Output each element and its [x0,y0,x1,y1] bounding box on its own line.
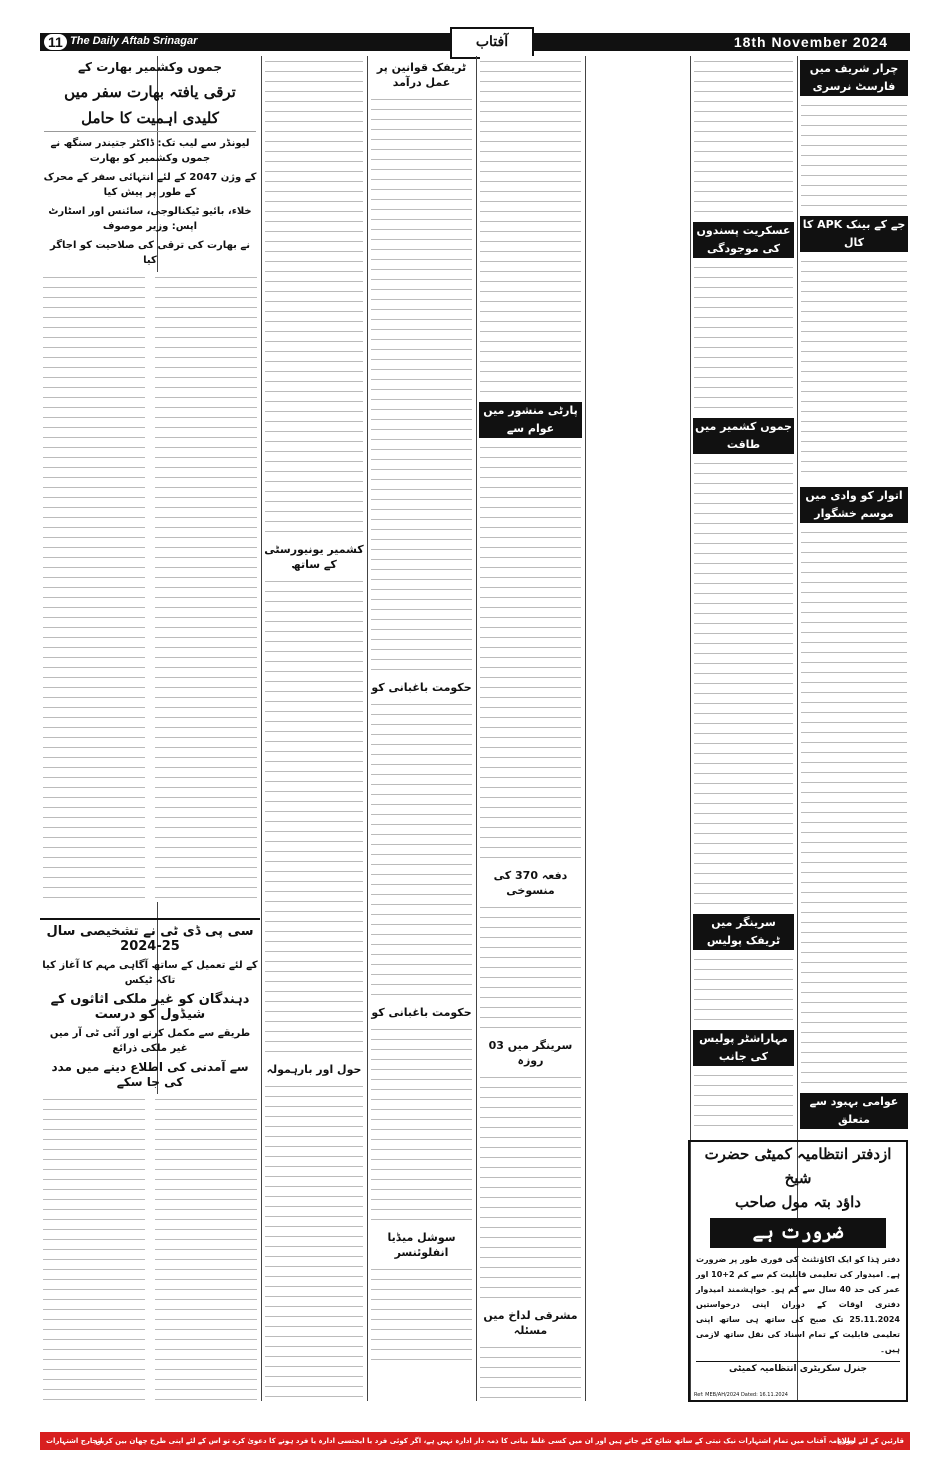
article-body [694,56,793,216]
headline: سوشل میڈیا انفلوئنسر [387,1231,456,1259]
lead-story [40,56,260,916]
article-body [155,1094,257,1404]
headline: حول اور بارہمولہ [266,1063,362,1076]
masthead-logo: آفتاب [450,27,534,59]
article-body [371,699,472,999]
second-headline: سی پی ڈی ٹی نے تشخیصی سال 25-2024 [46,924,254,954]
article-body [694,262,793,412]
second-subheadline: کے لئے تعمیل کے ساتھ آگاہی مہم کا آغاز کیا تاکہ ٹیکس [42,960,258,986]
headline: حکومت باغبانی کو [371,681,472,694]
article-body [265,56,363,536]
column-1 [798,56,910,1131]
headline: پارٹی منشور میں عوام سے [479,402,582,438]
article-body [694,954,793,1024]
advertisement-box [688,1140,908,1402]
second-subheadline: طریقے سے مکمل کرنے اور آئی ٹی آر میں غیر ملکی ذرائع [49,1028,251,1054]
lead-subheadline: خلاء، بائیو ٹیکنالوجی، سائنس اور اسٹارٹ اپس: وزیر موصوف [48,206,252,232]
lead-kicker: جموں وکشمیر بھارت کے [78,60,222,74]
headline: جے کے بینک APK کا کال [800,216,908,252]
ad-banner: ضرورت ہے [710,1218,886,1248]
article-body [371,1024,472,1224]
article-body [801,100,907,210]
footer-left-label: قارئین کے لئے اطلاع [836,1437,904,1445]
headline: دفعہ 370 کی منسوخی [493,869,568,897]
headline: کشمیر یونیورسٹی کے ساتھ [264,543,364,571]
ad-title: داؤد بتہ مول صاحب [735,1193,861,1211]
headline: اتوار کو وادی میں موسم خشگوار [800,487,908,523]
article-body [43,272,145,902]
headline: سرینگر میں 03 روزہ [488,1039,573,1067]
ad-body: دفتر ہٰذا کو ایک اکاؤنٹنٹ کی فوری طور پر ضرورت ہے۔ امیدوار کی تعلیمی قابلیت کم سے کم 2+10 اور عمر کی حد 40 سال سے کم ہو۔ خواہشمند امیدوار دفتری اوقات کے دوران اپنی درخواستیں 25.11.2024 تک صبح کی ساتھ ہی ساتھ اپنی تعلیمی قابلیت کے تمام اسناد کی نقل ساتھ لازمی ہیں۔ [696,1255,900,1354]
headline: مہاراشٹر پولیس کی جانب [693,1030,794,1066]
page-header-bar [40,33,910,51]
headline: سرینگر میں ٹریفک پولیس [693,914,794,950]
ad-title: ازدفتر انتظامیہ کمیٹی حضرت شیخ [704,1145,892,1187]
article-body [694,1070,793,1130]
paper-name: The Daily Aftab Srinagar [70,35,198,47]
headline: چرار شریف میں فارسٹ نرسری [800,60,908,96]
article-body [155,272,257,902]
column-4 [368,56,475,1401]
column-3 [477,56,584,1401]
page-number: 11 [44,34,71,50]
column-5 [262,56,366,1401]
article-body [480,902,581,1032]
article-body [371,1264,472,1364]
headline: عوامی بہبود سے متعلق [800,1093,908,1129]
second-story [40,918,260,1404]
article-body [265,576,363,1056]
article-body [43,1094,145,1404]
article-body [371,94,472,674]
article-body [801,256,907,481]
footer-right-label: انچارج اشتہارات [46,1437,103,1445]
article-body [480,1342,581,1401]
headline: جموں کشمیر میں طاقت [693,418,794,454]
footer-notice-text: روزنامہ آفتاب میں تمام اشتہارات نیک نیتی کے ساتھ شائع کئے جاتے ہیں اور ان میں کسی غلط بیانی کا ذمہ دار ادارہ نہیں ہے، اگر کوئی فرد یا ایجنسی ادارہ یا فرد ہونے کا دعویٰ کرے تو اس کے لئے اپنی طرح چھان بین کریں [95,1437,855,1445]
headline: ٹریفک قوانین پر عمل درآمد [376,61,467,89]
footer-notice-bar [40,1432,910,1450]
lead-subheadline: نے بھارت کی ترقی کی صلاحیت کو اجاگر کیا [49,240,251,266]
column-2 [691,56,796,1136]
lead-headline: ترقی یافتہ بھارت سفر میں کلیدی اہمیت کا حامل [44,79,256,132]
second-subheadline: دہندگان کو غیر ملکی اثاثوں کے شیڈول کو درست [50,992,250,1022]
article-body [480,442,581,862]
headline: مشرقی لداخ میں مسئلہ [483,1309,578,1337]
article-body [694,458,793,908]
article-body [480,56,581,396]
lead-subheadline: کے وژن 2047 کے لئے انتہائی سفر کے محرک کے طور پر پیش کیا [43,172,257,198]
second-subheadline: سے آمدنی کی اطلاع دینے میں مدد کی جا سکے [51,1060,249,1089]
ad-reference: Ref: MEB/AH/2024 Dated: 16.11.2024 [694,1392,788,1398]
ad-signature: جنرل سکریٹری انتظامیہ کمیٹی [696,1361,900,1376]
article-body [801,527,907,1087]
lead-subheadline: لیونڈر سے لیب تک: ڈاکٹر جتیندر سنگھ نے جموں وکشمیر کو بھارت [50,138,250,164]
article-body [265,1081,363,1401]
issue-date: 18th November 2024 [733,34,888,50]
article-body [480,1072,581,1302]
headline: حکومت باغبانی کو [371,1006,472,1019]
headline: عسکریت پسندوں کی موجودگی [693,222,794,258]
column-rule [585,56,586,1401]
